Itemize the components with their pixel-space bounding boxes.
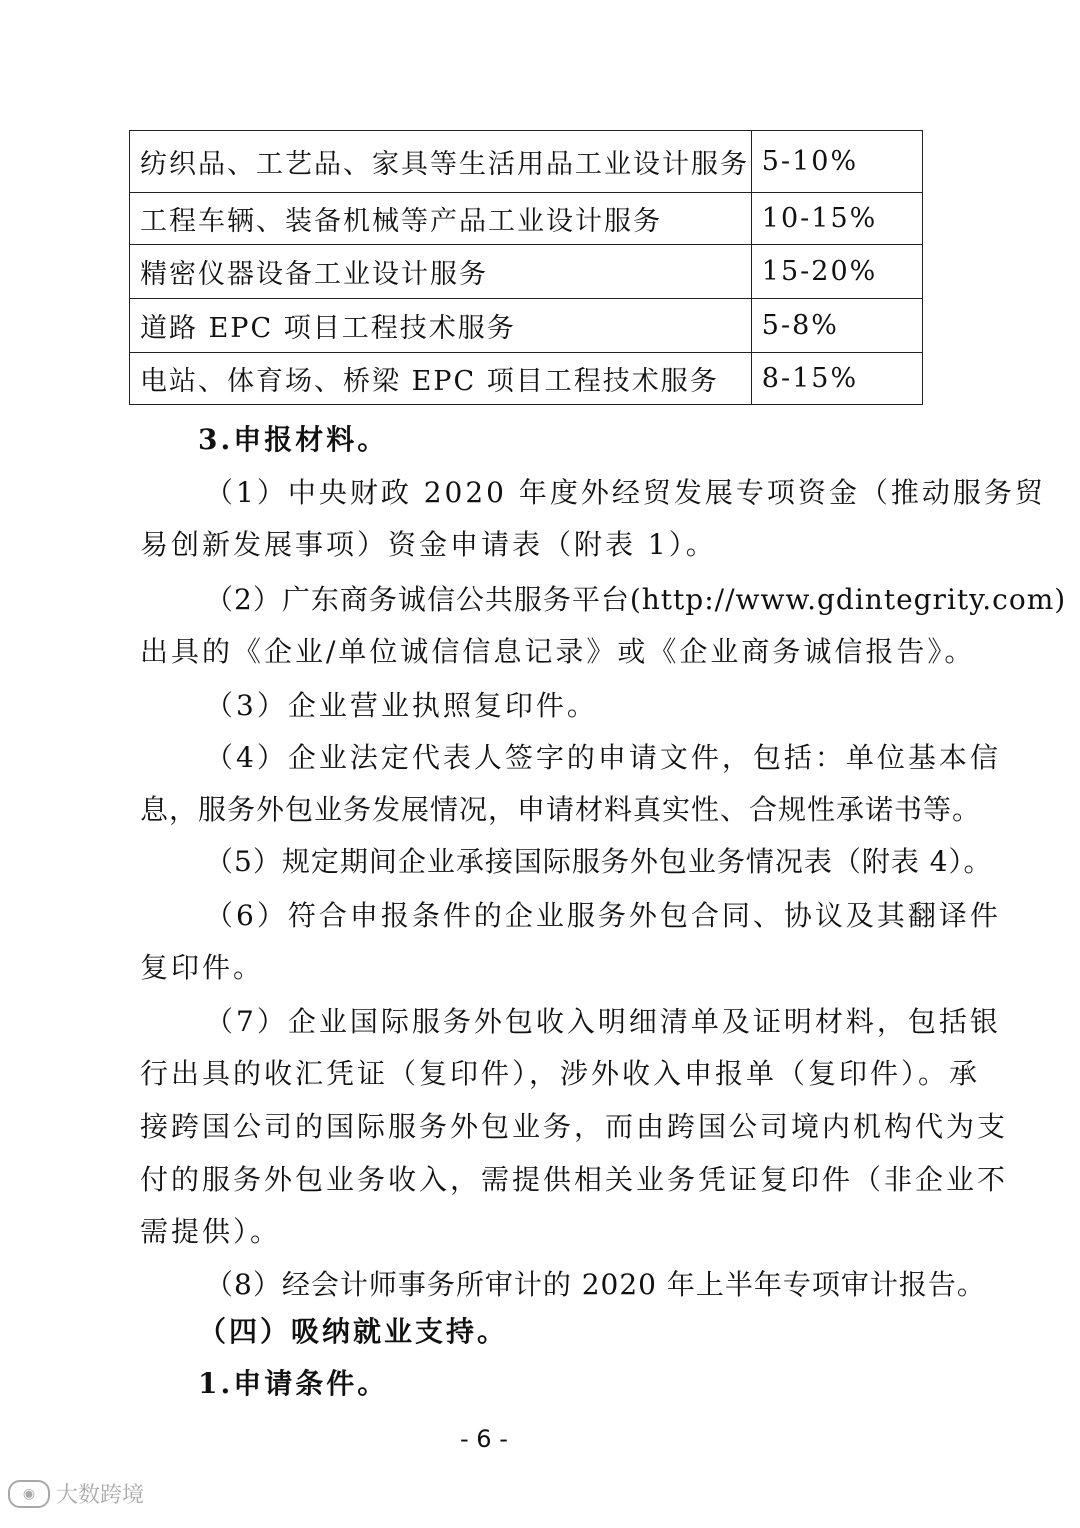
weibo-logo-icon: ◉ xyxy=(8,1480,50,1508)
section-3-heading: 3.申报材料。 xyxy=(198,423,389,456)
paragraph-line: 接跨国公司的国际服务外包业务，而由跨国公司境内机构代为支 xyxy=(140,1110,1009,1143)
paragraph-line: 息，服务外包业务发展情况，申请材料真实性、合规性承诺书等。 xyxy=(140,793,982,826)
table-cell-rate: 5-10% xyxy=(751,131,922,193)
table-cell-item: 电站、体育场、桥梁 EPC 项目工程技术服务 xyxy=(130,353,752,405)
table-row xyxy=(130,299,923,353)
paragraph-line: （3）企业营业执照复印件。 xyxy=(205,689,598,722)
section-4-heading: （四）吸纳就业支持。 xyxy=(198,1315,509,1348)
watermark-text: 大数跨境 xyxy=(56,1483,145,1508)
paragraph-line: 出具的《企业/单位诚信信息记录》或《企业商务诚信报告》。 xyxy=(140,635,976,668)
subsection-1-heading: 1.申请条件。 xyxy=(198,1367,389,1400)
table-row xyxy=(130,353,923,405)
paragraph-line: 行出具的收汇凭证（复印件），涉外收入申报单（复印件）。承 xyxy=(140,1057,981,1090)
paragraph-line: 复印件。 xyxy=(140,951,265,984)
paragraph-line: （8）经会计师事务所审计的 2020 年上半年专项审计报告。 xyxy=(205,1268,986,1301)
paragraph-line: （2）广东商务诚信公共服务平台(http://www.gdintegrity.com) xyxy=(205,583,1067,616)
table-cell-item: 道路 EPC 项目工程技术服务 xyxy=(130,299,752,353)
table-cell-rate: 15-20% xyxy=(751,245,922,299)
table-row xyxy=(130,245,923,299)
paragraph-line: （4）企业法定代表人签字的申请文件，包括：单位基本信 xyxy=(205,741,1001,774)
paragraph-line: （6）符合申报条件的企业服务外包合同、协议及其翻译件 xyxy=(205,899,1001,932)
paragraph-line: （5）规定期间企业承接国际服务外包业务情况表（附表 4）。 xyxy=(205,845,993,878)
page-number: - 6 - xyxy=(460,1425,508,1453)
paragraph-line: （1）中央财政 2020 年度外经贸发展专项资金（推动服务贸 xyxy=(205,476,1046,509)
table-cell-item: 纺织品、工艺品、家具等生活用品工业设计服务 xyxy=(130,131,752,193)
watermark xyxy=(8,1478,144,1509)
paragraph-line: 需提供）。 xyxy=(140,1215,282,1248)
table-cell-item: 精密仪器设备工业设计服务 xyxy=(130,245,752,299)
paragraph-line: （7）企业国际服务外包收入明细清单及证明材料，包括银 xyxy=(205,1005,1001,1038)
paragraph-line: 易创新发展事项）资金申请表（附表 1）。 xyxy=(140,528,717,561)
table-cell-rate: 8-15% xyxy=(751,353,922,405)
table-cell-rate: 5-8% xyxy=(751,299,922,353)
table-cell-rate: 10-15% xyxy=(751,193,922,245)
table-row xyxy=(130,131,923,193)
table-cell-item: 工程车辆、装备机械等产品工业设计服务 xyxy=(130,193,752,245)
service-rate-table xyxy=(129,130,923,405)
paragraph-line: 付的服务外包业务收入，需提供相关业务凭证复印件（非企业不 xyxy=(140,1163,1009,1196)
table-row xyxy=(130,193,923,245)
